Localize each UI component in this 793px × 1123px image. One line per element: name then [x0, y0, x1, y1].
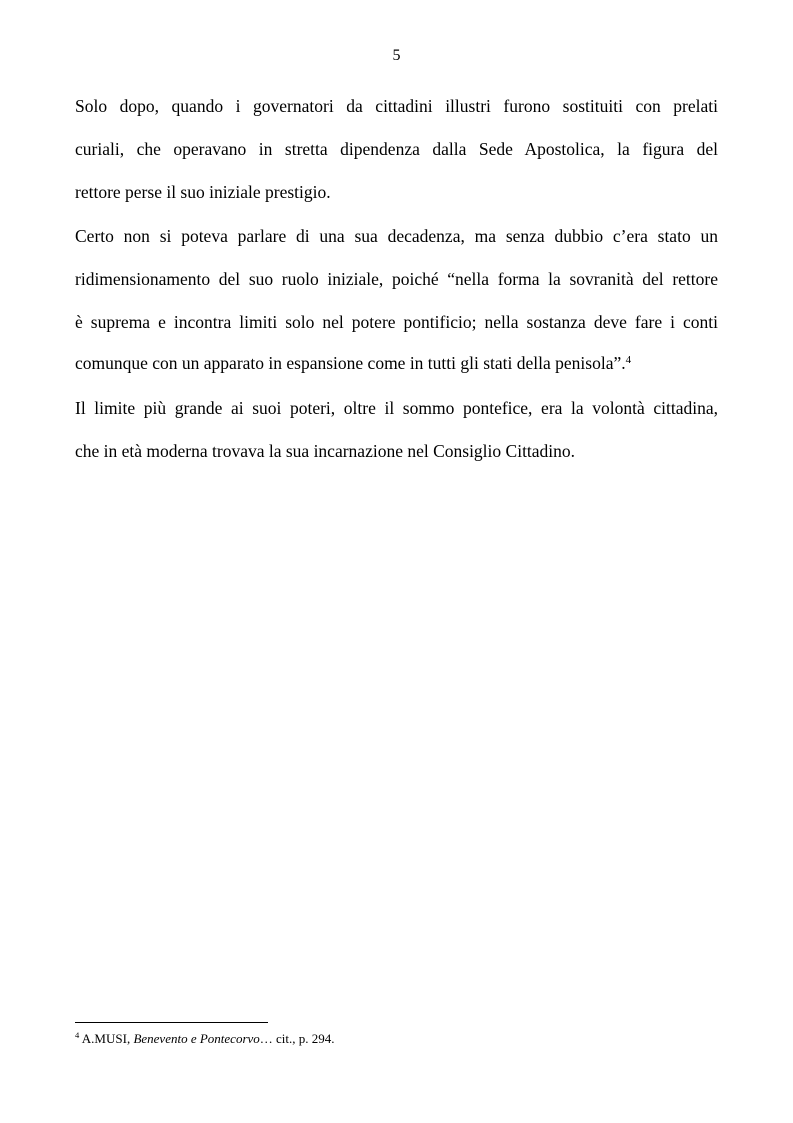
- body-line: Il limite più grande ai suoi poteri, oltre il sommo pontefice, era la volontà cittadina,: [75, 398, 718, 418]
- footnote: [75, 1030, 335, 1048]
- body-line: Certo non si poteva parlare di una sua decadenza, ma senza dubbio c’era stato un: [75, 226, 718, 246]
- body-line: Solo dopo, quando i governatori da cittadini illustri furono sostituiti con prelati: [75, 96, 718, 116]
- body-line: rettore perse il suo iniziale prestigio.: [75, 182, 331, 202]
- footnote-author: A.MUSI,: [81, 1031, 131, 1046]
- footnote-separator: [75, 1022, 268, 1023]
- footnote-reference: 4: [625, 354, 632, 366]
- footnote-title: Benevento e Pontecorvo: [133, 1031, 260, 1046]
- page-number: 5: [392, 47, 401, 64]
- body-line: curiali, che operavano in stretta dipendenza dalla Sede Apostolica, la figura del: [75, 139, 718, 159]
- body-line-with-footnote-ref: [75, 352, 718, 374]
- body-line: è suprema e incontra limiti solo nel potere pontificio; nella sostanza deve fare i conti: [75, 312, 718, 332]
- body-line: che in età moderna trovava la sua incarnazione nel Consiglio Cittadino.: [75, 441, 576, 461]
- footnote-number: 4: [75, 1030, 80, 1040]
- body-line-text: comunque con un apparato in espansione come in tutti gli stati della penisola”.: [75, 353, 626, 373]
- footnote-citation: … cit., p. 294.: [259, 1031, 335, 1046]
- body-line: ridimensionamento del suo ruolo iniziale, poiché “nella forma la sovranità del rettore: [75, 269, 718, 289]
